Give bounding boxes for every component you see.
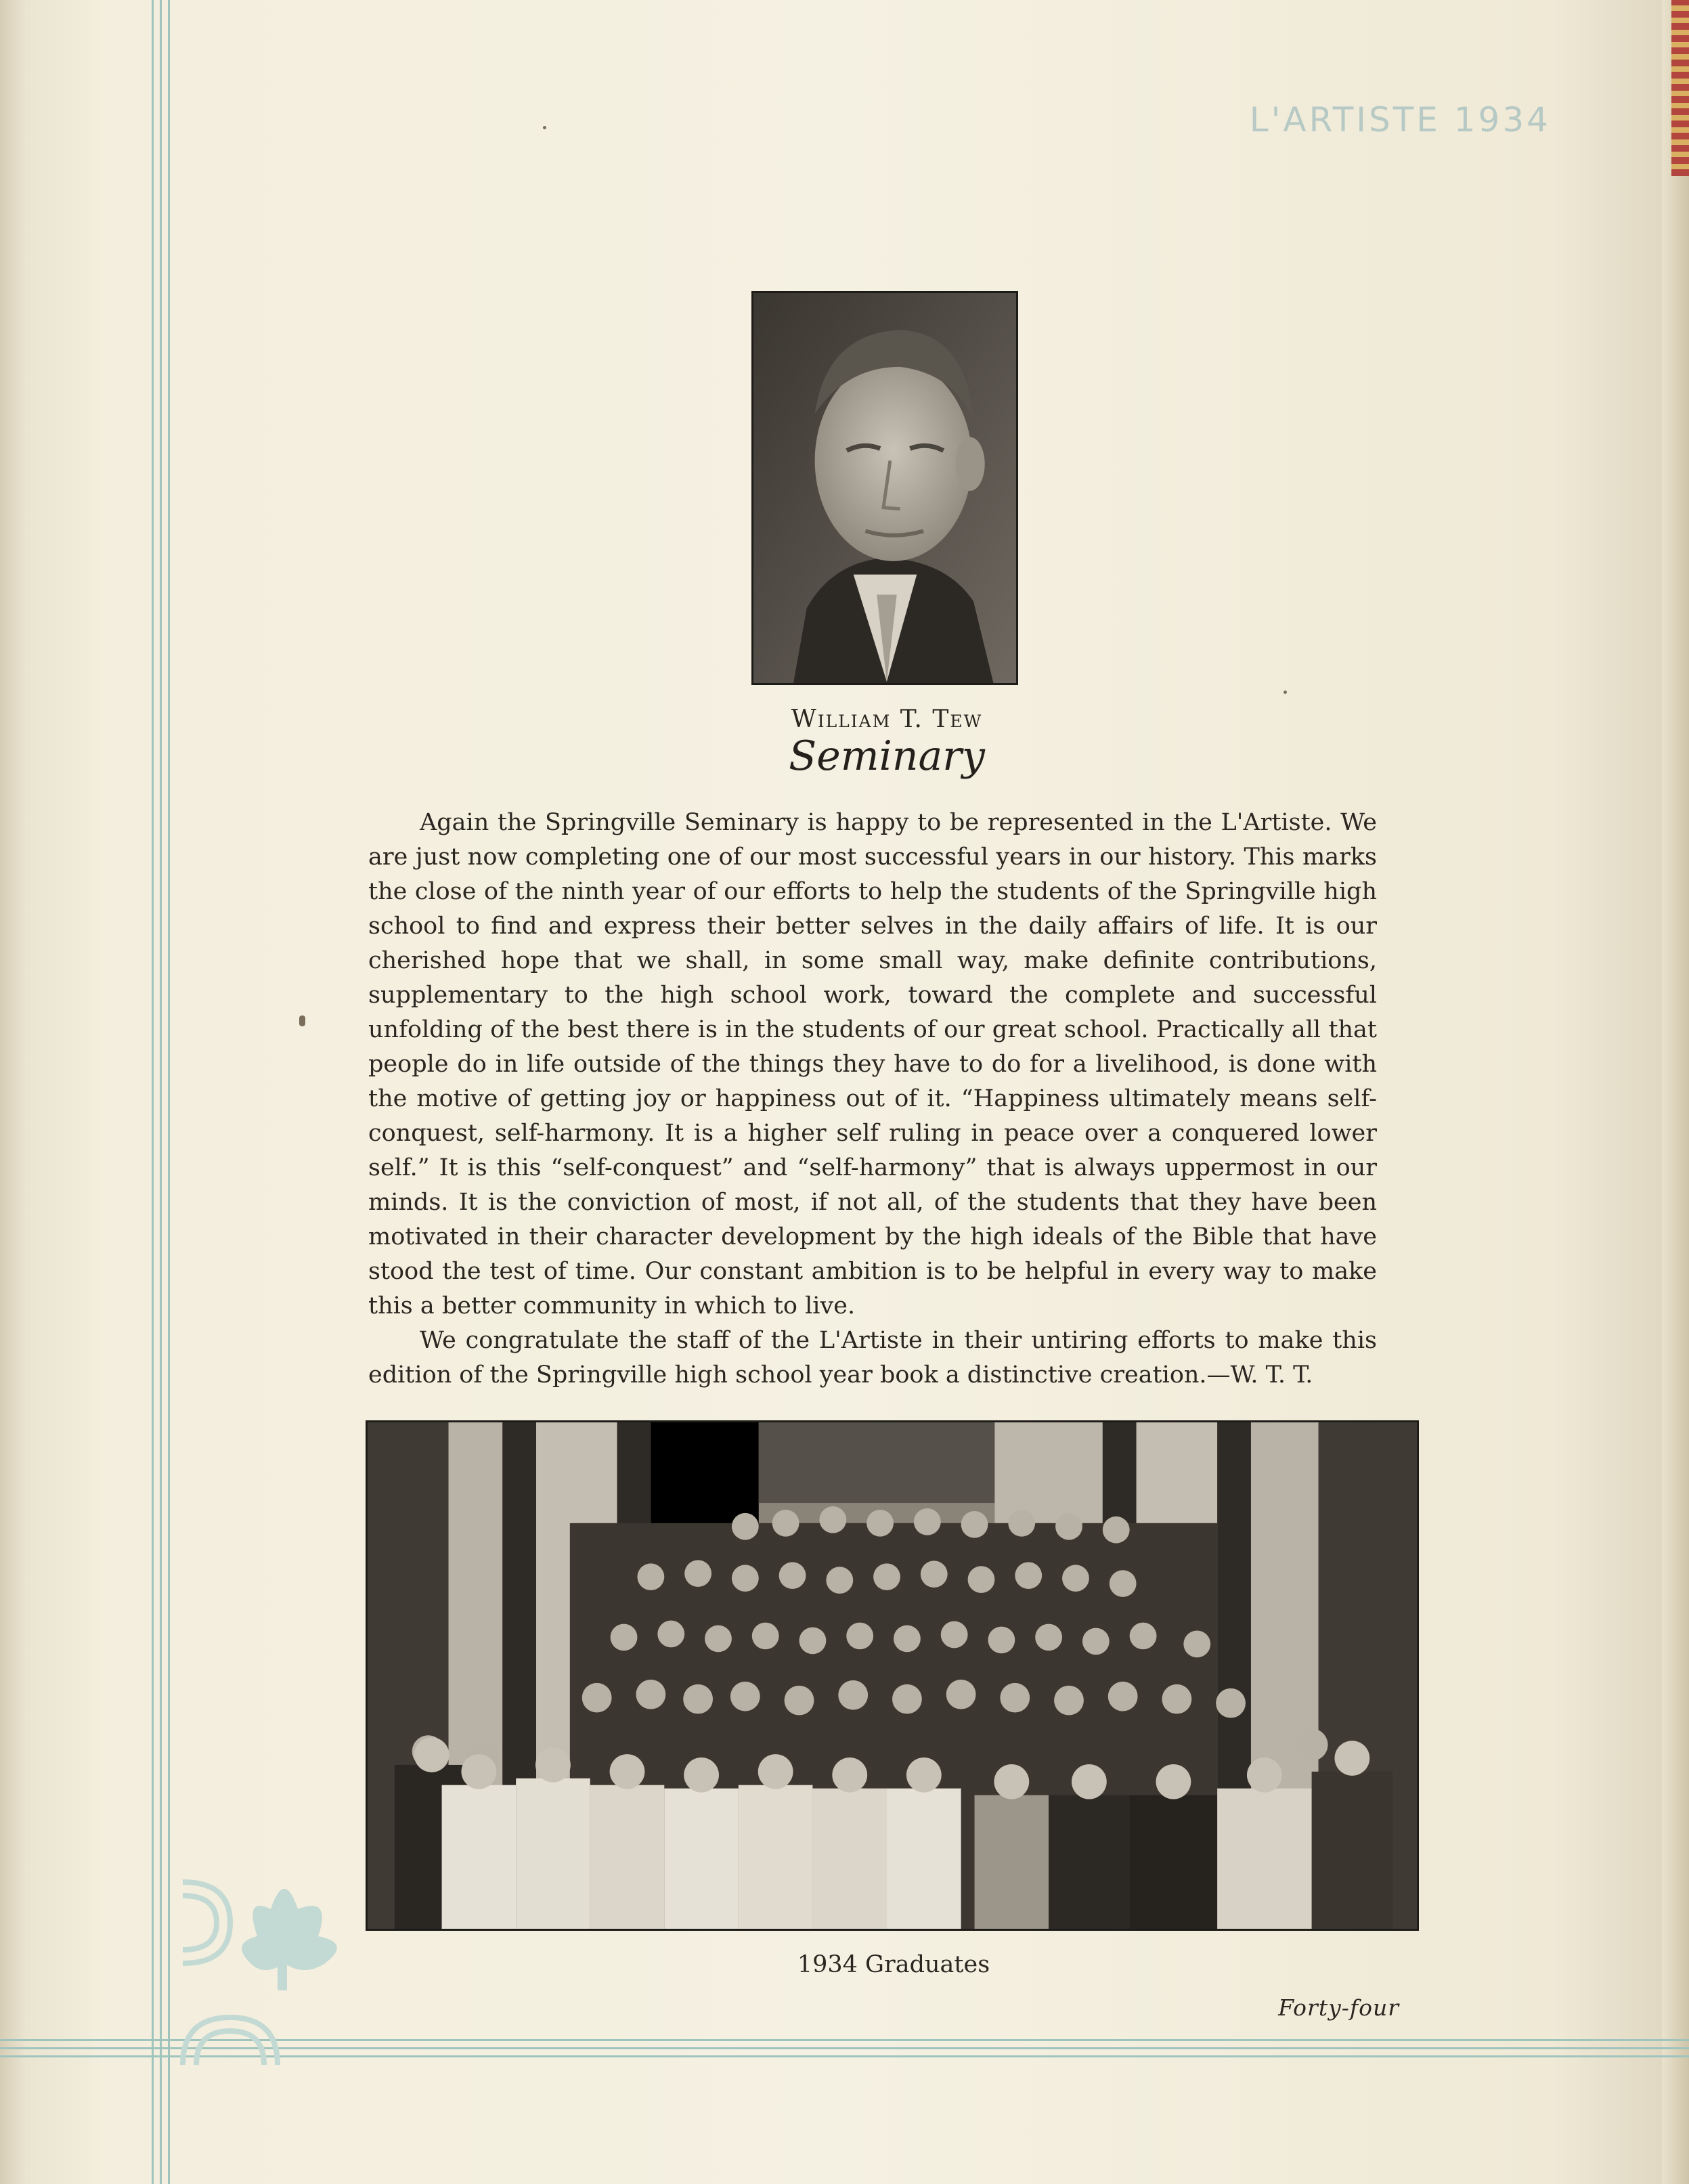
running-head: L'ARTISTE 1934 xyxy=(1249,100,1551,139)
print-speck xyxy=(299,1015,305,1026)
ribbon-bookmark xyxy=(1671,0,1689,176)
group-photo xyxy=(366,1420,1419,1931)
border-rule-vertical xyxy=(160,0,162,2184)
page-number: Forty-four xyxy=(1278,1994,1399,2021)
article-paragraph: Again the Springville Seminary is happy to be represented in the L'Artiste. We are just now completing one of our most successful years in our history. This marks the close of the ninth year of our efforts to help the students of the Springville high school to find and express their better selves in the daily affairs of life. It is our cherished hope that we shall, in some small way, make definite contributions, supplementary to the high school work, toward the complete and successful unfolding of the best there is in the students of our great school. Practically all that people do in life outside of the things they have to do for a livelihood, is done with the motive of getting joy or happiness out of it. “Happiness ultimately means self-conquest, self-harmony. It is a higher self ruling in peace over a conquered lower self.” It is this “self-conquest” and “self-harmony” that is always uppermost in our minds. It is the conviction of most, if not all, of the students that they have been motivated in their character development by the high ideals of the Bible that have stood the test of time. Our constant ambition is to be helpful in every way to make this a better community in which to live. xyxy=(368,809,1377,1319)
border-rule-vertical xyxy=(152,0,154,2184)
portrait-name: William T. Tew xyxy=(791,705,983,733)
article-body xyxy=(368,806,1377,1393)
page-edge-right xyxy=(1662,0,1689,2184)
portrait-photo xyxy=(751,291,1018,685)
portrait-photo-art xyxy=(753,293,1016,683)
border-rule-vertical xyxy=(168,0,170,2184)
print-speck xyxy=(543,126,546,129)
portrait-title: Seminary xyxy=(789,733,985,780)
fleur-ornament-icon xyxy=(169,1869,372,2072)
print-speck xyxy=(1284,691,1287,694)
page-edge-left xyxy=(0,0,27,2184)
group-photo-caption: 1934 Graduates xyxy=(797,1951,990,1978)
article-paragraph: We congratulate the staff of the L'Artiste in their untiring efforts to make this edition of the Springville high school year book a distinctive creation.—W. T. T. xyxy=(368,1327,1377,1389)
group-photo-art xyxy=(368,1422,1417,1929)
